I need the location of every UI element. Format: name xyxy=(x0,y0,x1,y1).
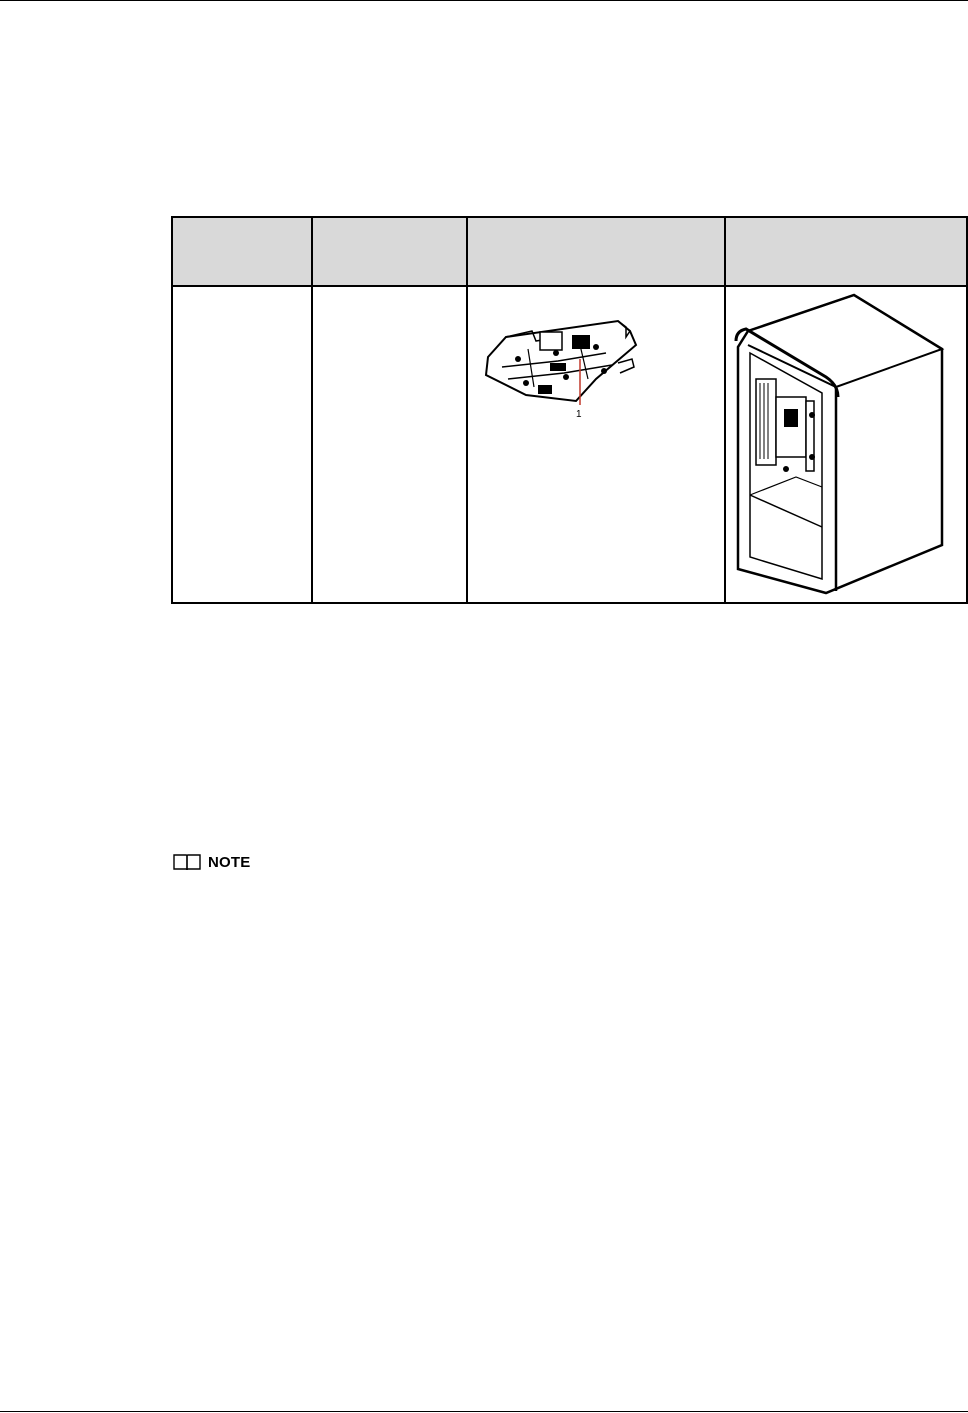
row-cell-3 xyxy=(467,286,725,603)
component-table xyxy=(171,216,968,604)
header-cell-3 xyxy=(467,217,725,286)
header-cell-4 xyxy=(725,217,967,286)
bracket-callout: 1 xyxy=(576,409,582,420)
mounting-bracket-illustration xyxy=(468,287,722,447)
note-callout xyxy=(172,851,250,873)
table-row xyxy=(172,286,967,603)
header-cell-2 xyxy=(312,217,467,286)
header-rule xyxy=(0,0,968,1)
header-cell-1 xyxy=(172,217,312,286)
footer-rule xyxy=(0,1411,968,1412)
note-label: NOTE xyxy=(208,853,251,871)
row-cell-4 xyxy=(725,286,967,603)
table-header-row xyxy=(172,217,967,286)
cabinet-illustration xyxy=(726,287,964,598)
row-cell-2 xyxy=(312,286,467,603)
book-icon xyxy=(172,852,202,872)
row-cell-1 xyxy=(172,286,312,603)
